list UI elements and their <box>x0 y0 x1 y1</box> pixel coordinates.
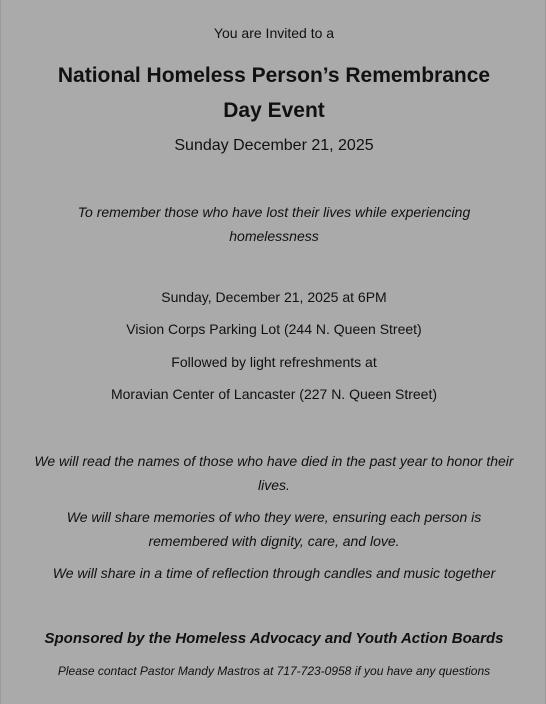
activity-share-memories: We will share memories of who they were, ensuring each person is remembered with dignity, care, and love. <box>66 509 482 549</box>
activity-reflection: We will share in a time of reflection through candles and music together <box>52 565 496 581</box>
activity-read-names: We will read the names of those who have died in the past year to honor their lives. <box>34 453 514 493</box>
refreshments-note: Followed by light refreshments at <box>171 354 377 370</box>
event-date: Sunday December 21, 2025 <box>174 137 374 154</box>
refreshments-location: Moravian Center of Lancaster (227 N. Queen Street) <box>110 386 438 402</box>
event-location: Vision Corps Parking Lot (244 N. Queen Street) <box>126 321 422 337</box>
invite-line: You are Invited to a <box>213 25 335 41</box>
sponsor-line: Sponsored by the Homeless Advocacy and Youth Action Boards <box>44 630 504 647</box>
event-title: National Homeless Person’s Remembrance Day Event <box>57 64 491 122</box>
event-datetime: Sunday, December 21, 2025 at 6PM <box>161 289 387 305</box>
event-purpose: To remember those who have lost their lives while experiencing homelessness <box>77 204 471 244</box>
contact-line: Please contact Pastor Mandy Mastros at 717-723-0958 if you have any questions <box>57 664 491 678</box>
